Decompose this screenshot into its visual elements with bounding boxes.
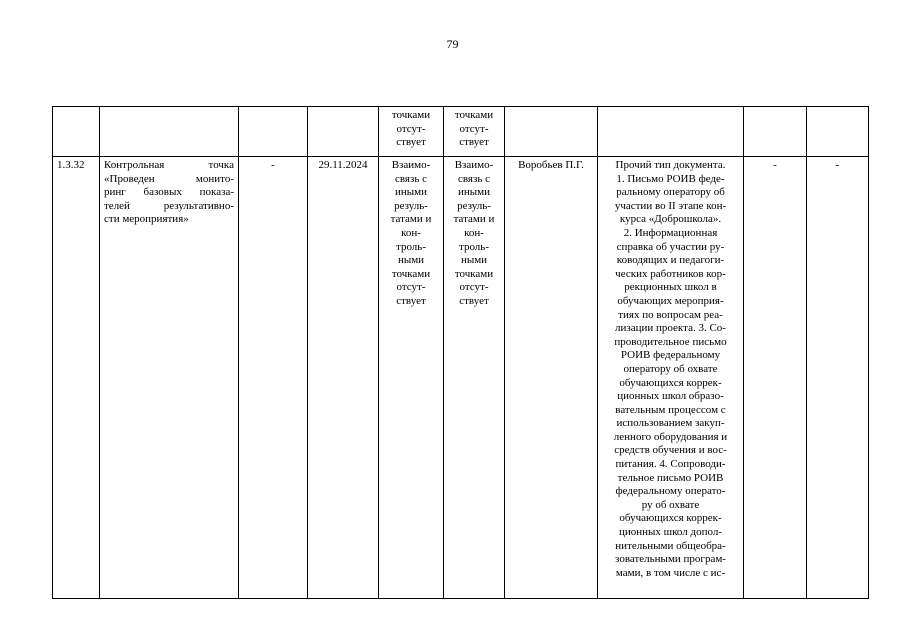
cell-empty [598, 107, 744, 157]
row-col5-cell: Взаимо- связь с иными резуль- татами и кон- троль- ными точками отсут- ствует [379, 157, 444, 599]
cont-col5-cell: точками отсут- ствует [379, 107, 444, 157]
page-number: 79 [446, 37, 459, 51]
cell-empty [505, 107, 598, 157]
cell-empty [308, 107, 379, 157]
document-table [52, 106, 869, 599]
row-number-cell: 1.3.32 [53, 157, 100, 599]
row-col10-cell: - [807, 157, 869, 599]
cell-empty [744, 107, 807, 157]
cell-empty [239, 107, 308, 157]
row-col9-cell: - [744, 157, 807, 599]
cell-empty [807, 107, 869, 157]
row-col6-cell: Взаимо- связь с иными резуль- татами и кон- троль- ными точками отсут- ствует [444, 157, 505, 599]
row-date-cell: 29.11.2024 [308, 157, 379, 599]
cell-empty [100, 107, 239, 157]
row-responsible-cell: Воробьев П.Г. [505, 157, 598, 599]
row-col3-cell: - [239, 157, 308, 599]
row-name-cell: Контрольная точка «Проведен монито- ринг базовых показа- телей результативно- сти мероприятия» [100, 157, 239, 599]
table-row [53, 157, 869, 599]
continuation-row [53, 107, 869, 157]
cont-col6-cell: точками отсут- ствует [444, 107, 505, 157]
cell-empty [53, 107, 100, 157]
row-document-cell: Прочий тип документа. 1. Письмо РОИВ феде- ральному оператору об участии во II этапе кон- курса «Доброшкола». 2. Информационная справка об участии ру- ководящих и педагоги- ческих работников кор- рекционных школ в обучающих мероприя- тиях по вопросам реа- лизации проекта. 3. Со- проводительное письмо РОИВ федеральному оператору об охвате обучающихся коррек- ционных школ образо- вательным процессом с использованием закуп- ленного оборудования и средств обучения и вос- питания. 4. Сопроводи- тельное письмо РОИВ федеральному операто- ру об охвате обучающихся коррек- ционных школ допол- нительными общеобра- зовательными програм- мами, в том числе с ис- [598, 157, 744, 599]
